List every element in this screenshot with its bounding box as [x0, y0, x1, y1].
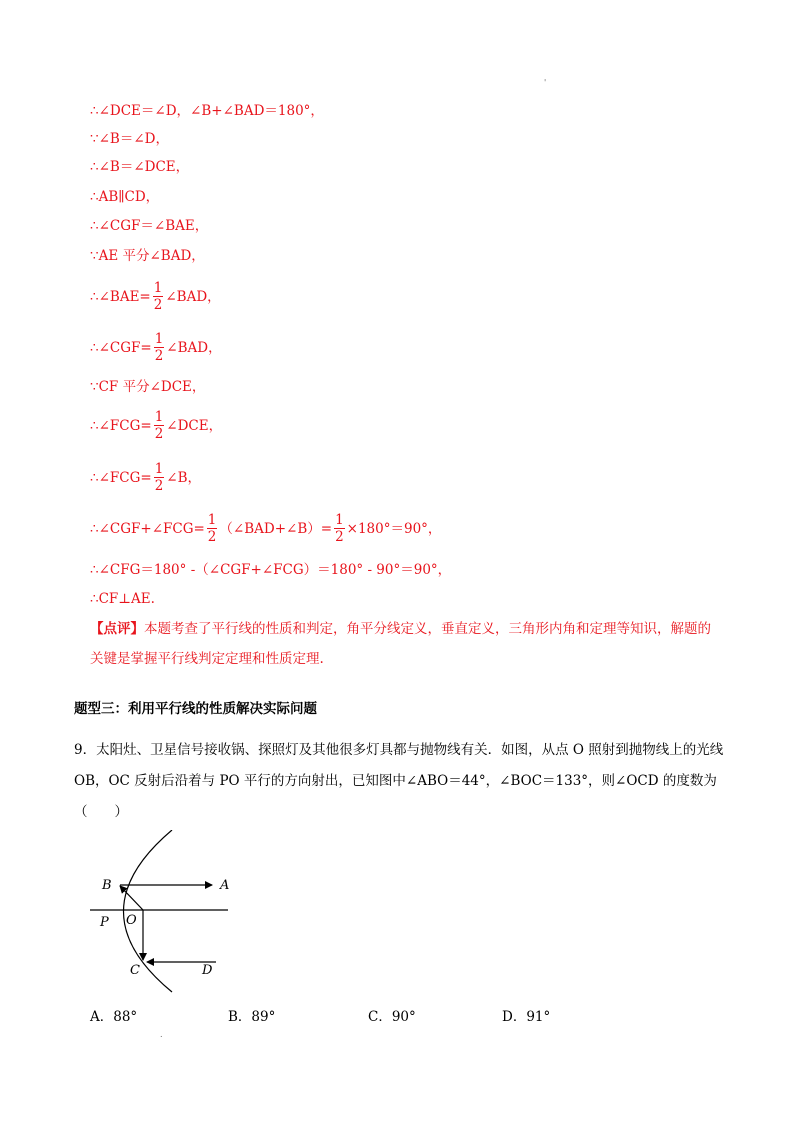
fraction-line-prefix: ∴∠FCG= [90, 417, 152, 434]
choice-value: 90° [391, 1009, 416, 1025]
fraction [334, 512, 345, 545]
fraction-line-suffix: ∠BAD， [166, 339, 222, 356]
choice-value: 91° [526, 1009, 551, 1025]
choice-c[interactable] [368, 1005, 416, 1025]
fraction-line-suffix: ∠B， [166, 469, 202, 486]
choice-letter: D． [502, 1009, 527, 1025]
question [74, 735, 724, 828]
solution-line: ∴CF⊥AE. [90, 591, 155, 607]
fraction-line-prefix: ∴∠FCG= [90, 469, 152, 486]
solution-line: ∴∠CGF＝∠BAE， [90, 218, 209, 234]
solution-line: ∴AB∥CD， [90, 189, 160, 205]
choice-value: 89° [251, 1009, 276, 1025]
choice-b[interactable] [228, 1005, 275, 1025]
label-d: D [202, 963, 213, 978]
fraction [153, 280, 164, 313]
fraction-line-suffix: ∠DCE， [166, 417, 223, 434]
review-tag: 【点评】 [90, 621, 144, 637]
stray-mark: . [160, 1030, 163, 1039]
choice-value: 88° [113, 1009, 138, 1025]
solution-line: ∴∠CFG＝180° -（∠CGF+∠FCG）＝180° - 90°＝90°， [90, 562, 452, 578]
fraction-numerator: 1 [154, 331, 164, 347]
fraction-numerator: 1 [154, 461, 164, 477]
fraction-line-prefix: ∴∠CGF= [90, 339, 152, 356]
fraction-line-suffix: ∠BAD， [165, 288, 221, 305]
sum-line-suffix: ×180°＝90°， [346, 520, 442, 537]
parabola-figure [90, 830, 250, 1000]
fraction-line [90, 461, 201, 494]
fraction-denominator: 2 [154, 426, 164, 442]
solution-line: ∵AE 平分∠BAD， [90, 248, 205, 264]
fraction-numerator: 1 [154, 409, 164, 425]
label-c: C [130, 963, 140, 978]
label-a: A [220, 878, 230, 893]
fraction-numerator: 1 [207, 512, 217, 528]
fraction-denominator: 2 [335, 529, 344, 545]
solution-line: ∴∠DCE＝∠D，∠B+∠BAD＝180°， [90, 103, 324, 119]
fraction-denominator: 2 [153, 297, 163, 313]
choice-a[interactable] [90, 1005, 137, 1025]
fraction-line [90, 331, 222, 364]
solution-line: ∵∠B＝∠D， [90, 131, 169, 147]
section-title: 题型三：利用平行线的性质解决实际问题 [74, 701, 317, 717]
fraction-denominator: 2 [207, 529, 217, 545]
question-number: 9． [74, 742, 97, 758]
fraction [154, 461, 165, 494]
fraction-numerator: 1 [153, 280, 163, 296]
choice-letter: C． [368, 1009, 392, 1025]
fraction-numerator: 1 [335, 512, 344, 528]
solution-line: ∴∠B＝∠DCE， [90, 159, 190, 175]
choice-letter: A． [90, 1009, 114, 1025]
fraction [154, 331, 165, 364]
fraction [154, 409, 165, 442]
solution-line: ∵CF 平分∠DCE， [90, 379, 206, 395]
fraction-line-prefix: ∴∠BAE= [90, 288, 151, 305]
label-o: O [126, 913, 137, 928]
fraction-line [90, 512, 441, 545]
stray-mark: ' [544, 78, 547, 87]
choice-d[interactable] [502, 1005, 550, 1025]
sum-line-prefix: ∴∠CGF+∠FCG= [90, 520, 205, 537]
fraction-line [90, 409, 222, 442]
question-text: 太阳灶、卫星信号接收锅、探照灯及其他很多灯具都与抛物线有关．如图，从点 O 照射到抛物线上的光线 OB，OC 反射后沿着与 PO 平行的方向射出，已知图中∠ABO＝44°，∠BOC＝133°，则∠OCD 的度数为（ ） [74, 742, 724, 820]
sum-line-middle: （∠BAD+∠B）= [219, 520, 333, 537]
review-note [90, 614, 720, 674]
fraction-denominator: 2 [154, 478, 164, 494]
label-p: P [100, 915, 109, 930]
choice-letter: B． [228, 1009, 252, 1025]
review-text: 本题考查了平行线的性质和判定，角平分线定义，垂直定义，三角形内角和定理等知识，解题的关键是掌握平行线判定定理和性质定理. [90, 621, 711, 667]
fraction-denominator: 2 [154, 348, 164, 364]
fraction-line [90, 280, 221, 313]
fraction [207, 512, 218, 545]
label-b: B [102, 878, 112, 893]
